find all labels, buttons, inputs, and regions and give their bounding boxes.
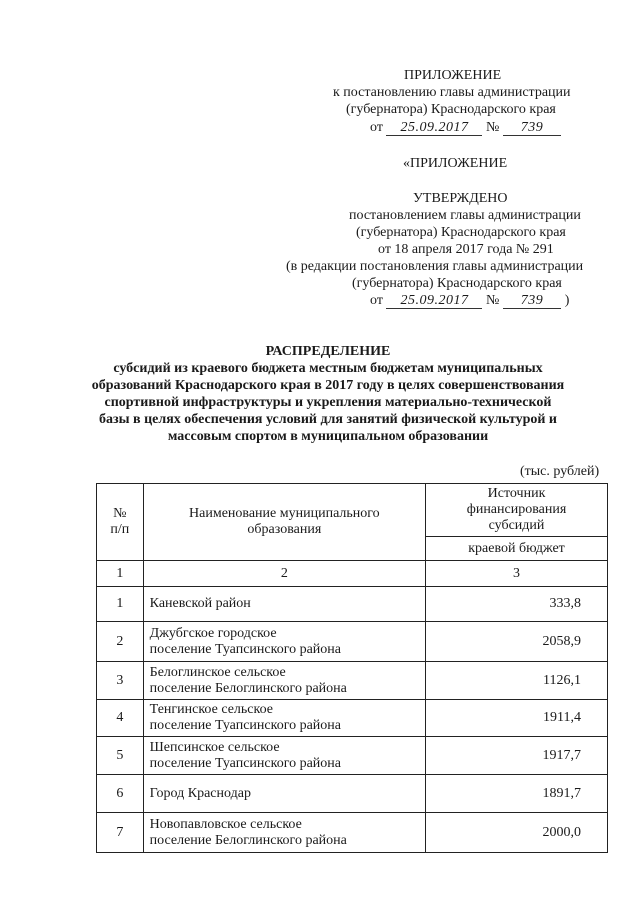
row-name — [143, 737, 425, 775]
table-header-row — [97, 484, 608, 537]
row-number: 6 — [97, 775, 144, 813]
row-name-line-2: поселение Белоглинского района — [149, 680, 347, 696]
appendix-date-line — [370, 119, 561, 136]
table-row — [97, 775, 608, 813]
row-name — [143, 662, 425, 700]
row-number: 5 — [97, 737, 144, 775]
quote-appendix-title: «ПРИЛОЖЕНИЕ — [403, 156, 508, 171]
table-row — [97, 813, 608, 853]
document-title-line-1: субсидий из краевого бюджета местным бюджетам муниципальных — [113, 361, 543, 376]
row-name-line-1: Шепсинское сельское — [149, 739, 280, 755]
handwritten-number: 739 — [503, 120, 562, 136]
document-heading: РАСПРЕДЕЛЕНИЕ — [265, 344, 391, 359]
row-number: 3 — [97, 662, 144, 700]
row-number: 7 — [97, 813, 144, 853]
row-number: 1 — [97, 587, 144, 622]
header-source-sub: краевой бюджет — [426, 537, 608, 561]
column-number-1: 1 — [97, 561, 144, 587]
table-row — [97, 662, 608, 700]
document-title-line-2: образований Краснодарского края в 2017 году в целях совершенствования — [91, 378, 565, 393]
row-name-line-2: поселение Туапсинского района — [149, 718, 342, 733]
appendix-line-2: (губернатора) Краснодарского края — [346, 102, 556, 117]
row-number: 2 — [97, 622, 144, 662]
date-prefix: от — [370, 120, 383, 135]
row-value: 1126,1 — [426, 662, 608, 700]
header-num-line-2: п/п — [110, 522, 130, 537]
row-name-line-2: поселение Белоглинского района — [149, 832, 347, 848]
number-prefix: № — [485, 293, 500, 308]
table-row — [97, 700, 608, 737]
column-numbers-row — [97, 561, 608, 587]
units-label: (тыс. рублей) — [520, 464, 600, 479]
header-num — [97, 484, 144, 561]
appendix-title: ПРИЛОЖЕНИЕ — [404, 68, 502, 83]
header-source-line-1: Источник — [487, 486, 546, 501]
header-source — [426, 484, 608, 537]
row-name-line-1: Джубгское городское — [149, 625, 277, 641]
header-source-line-3: субсидий — [488, 518, 545, 533]
row-name — [143, 700, 425, 737]
handwritten-number: 739 — [503, 293, 562, 309]
row-name-line-2: поселение Туапсинского района — [149, 755, 342, 771]
row-name-line-2: поселение Туапсинского района — [149, 641, 342, 657]
row-value: 1891,7 — [426, 775, 608, 813]
handwritten-date: 25.09.2017 — [386, 120, 482, 136]
row-name — [143, 775, 425, 813]
row-value: 1917,7 — [426, 737, 608, 775]
closing-parenthesis: ) — [564, 293, 570, 308]
header-name-line-2: образования — [247, 522, 322, 537]
row-name — [143, 622, 425, 662]
row-name-line-1: Город Краснодар — [149, 785, 251, 801]
table-row — [97, 587, 608, 622]
table-row — [97, 622, 608, 662]
row-value: 2000,0 — [426, 813, 608, 853]
approved-line-4: (в редакции постановления главы администрации — [286, 259, 584, 274]
header-name-line-1: Наименование муниципального — [189, 506, 380, 521]
header-source-line-2: финансирования — [466, 502, 567, 517]
approved-date-line — [370, 292, 569, 309]
row-value: 2058,9 — [426, 622, 608, 662]
number-prefix: № — [485, 120, 500, 135]
approved-line-2: (губернатора) Краснодарского края — [356, 225, 566, 240]
approved-line-5: (губернатора) Краснодарского края — [352, 276, 562, 291]
distribution-table — [96, 483, 608, 853]
document-title-line-3: спортивной инфраструктуры и укрепления материально-технической — [104, 395, 552, 410]
row-name-line-1: Каневской район — [149, 596, 251, 611]
row-value: 1911,4 — [426, 700, 608, 737]
appendix-line-1: к постановлению главы администрации — [333, 85, 571, 100]
date-prefix: от — [370, 293, 383, 308]
document-title-line-5: массовым спортом в муниципальном образовании — [167, 429, 489, 444]
row-name-line-1: Новопавловское сельское — [149, 816, 302, 832]
row-name — [143, 813, 425, 853]
row-name — [143, 587, 425, 622]
header-num-line-1: № — [113, 506, 127, 521]
approved-label: УТВЕРЖДЕНО — [413, 191, 508, 206]
row-name-line-1: Белоглинское сельское — [149, 664, 286, 680]
approved-line-3: от 18 апреля 2017 года № 291 — [378, 242, 554, 257]
row-name-line-1: Тенгинское сельское — [149, 702, 273, 717]
approved-line-1: постановлением главы администрации — [349, 208, 581, 223]
document-title-line-4: базы в целях обеспечения условий для занятий физической культурой и — [98, 412, 557, 427]
table-row — [97, 737, 608, 775]
row-number: 4 — [97, 700, 144, 737]
row-value: 333,8 — [426, 587, 608, 622]
column-number-2: 2 — [143, 561, 425, 587]
header-name — [143, 484, 425, 561]
column-number-3: 3 — [426, 561, 608, 587]
handwritten-date: 25.09.2017 — [386, 293, 482, 309]
